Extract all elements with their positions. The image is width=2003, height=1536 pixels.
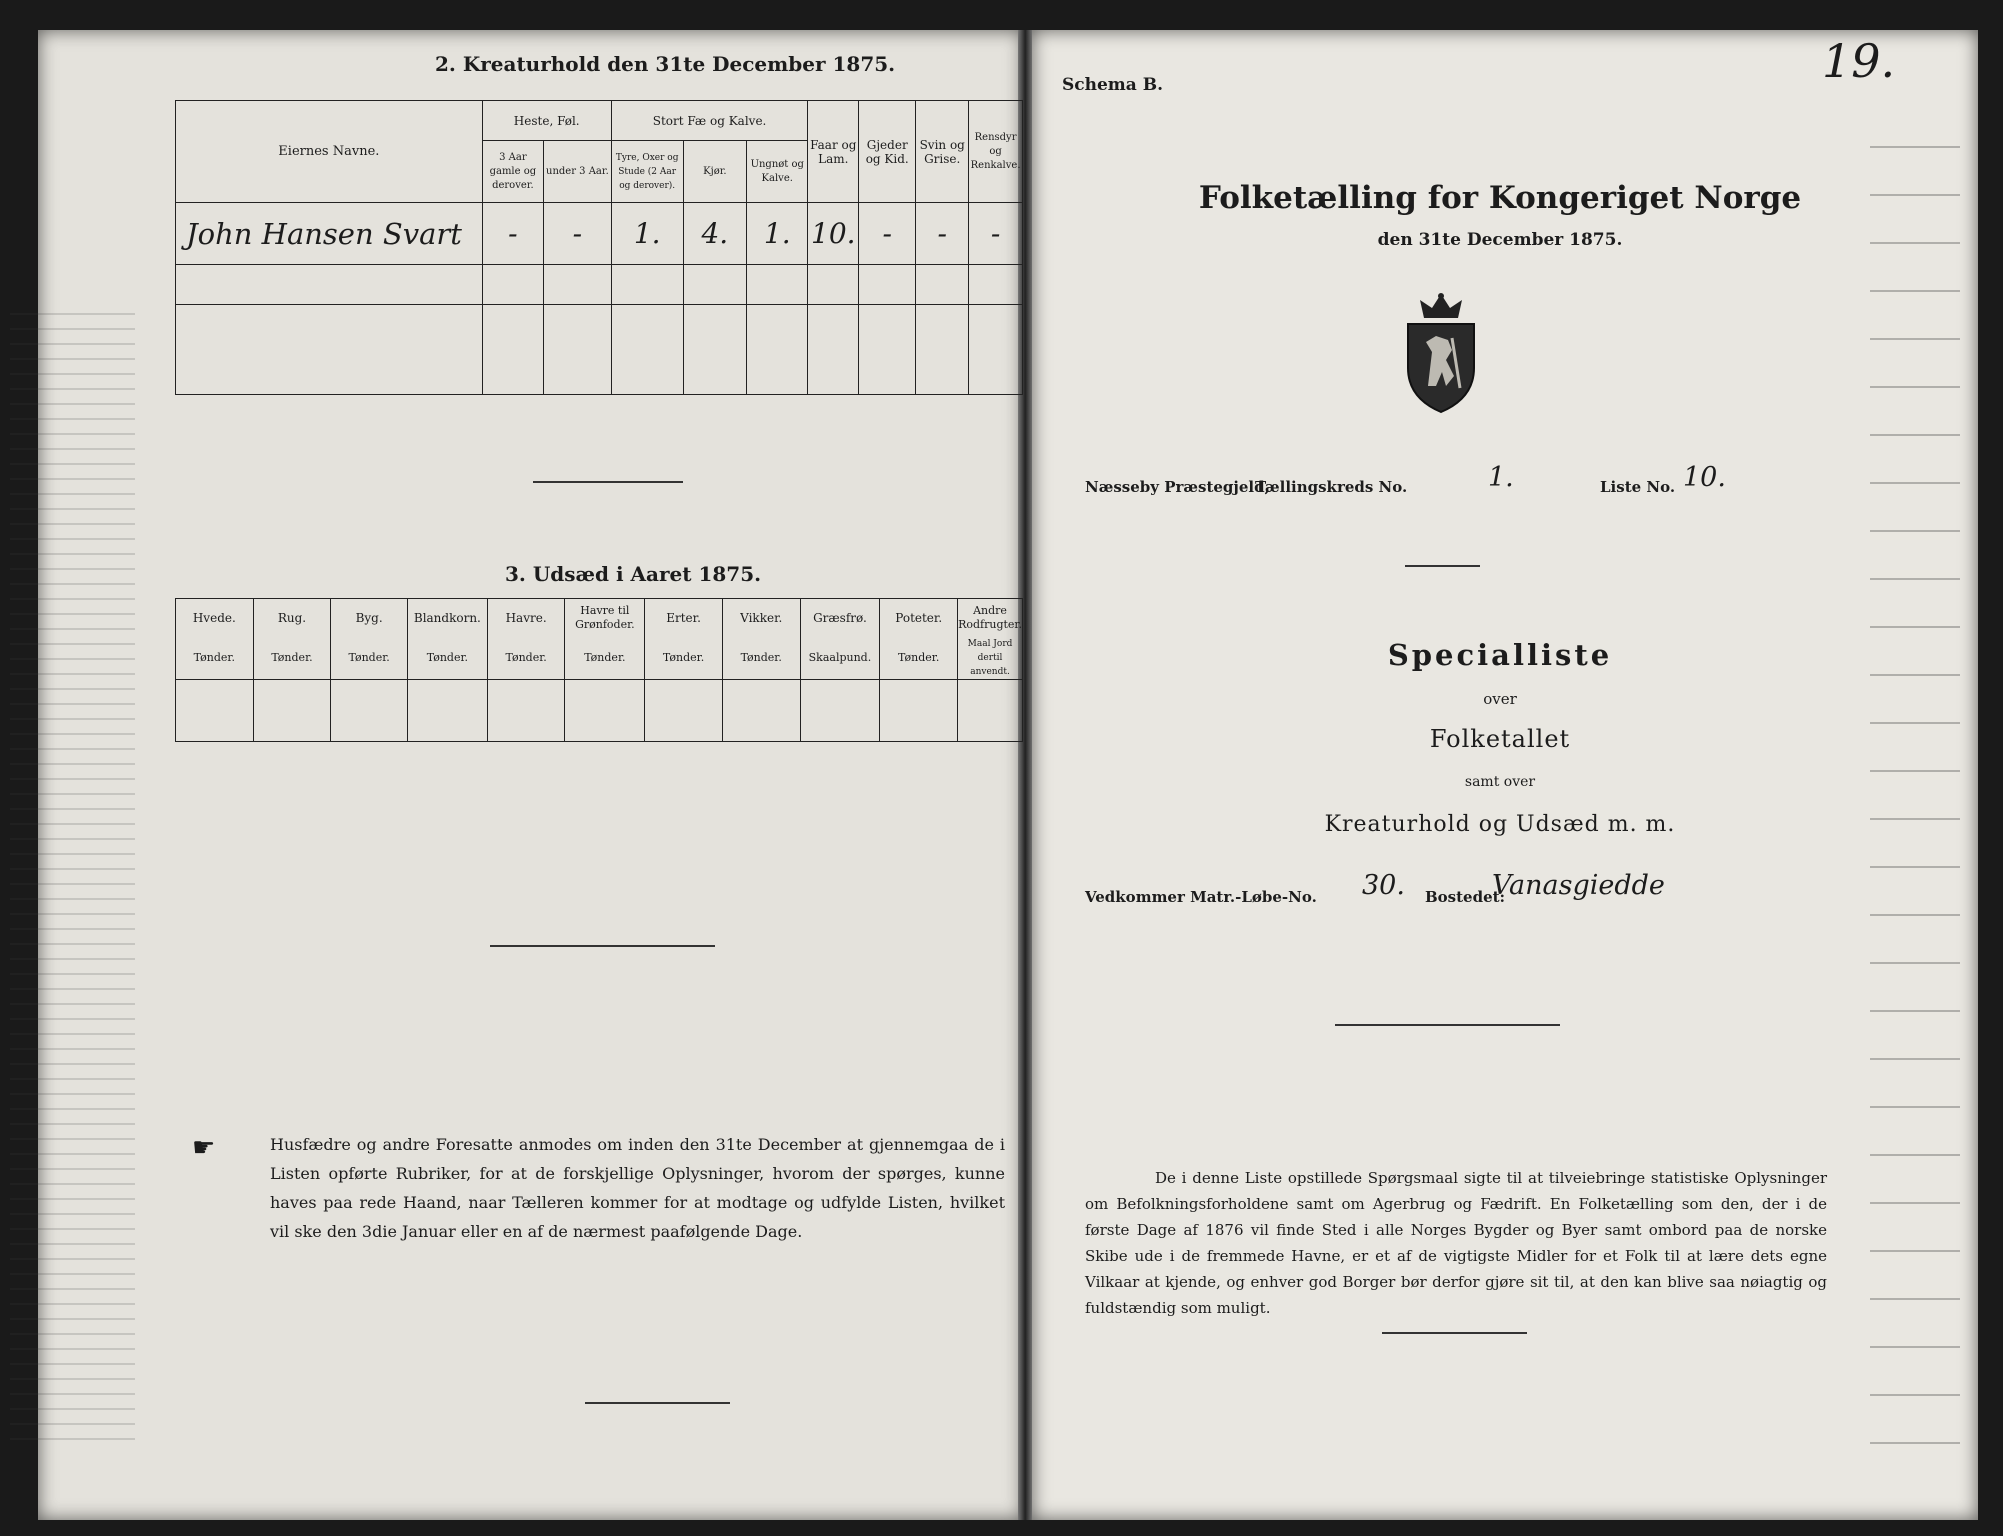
parish-label: Næsseby Præstegjeld, <box>1085 478 1270 496</box>
bulls-cell: 1. <box>611 203 683 265</box>
divider-rule-3 <box>585 1402 730 1404</box>
seed-col-unit-9: Tønder. <box>880 637 958 680</box>
folio-number: 19. <box>1822 34 1896 88</box>
matr-value: 30. <box>1362 870 1405 901</box>
sheep-cell: 10. <box>808 203 859 265</box>
bosted-value: Vanasgiedde <box>1492 870 1665 901</box>
samt-over-text: samt over <box>1464 774 1536 790</box>
reindeer-header: Rensdyr og Renkalve. <box>969 101 1023 203</box>
cows-cell: 4. <box>683 203 746 265</box>
horses-old-cell: - <box>482 203 543 265</box>
matr-label: Vedkommer Matr.-Løbe-No. <box>1085 888 1317 906</box>
pigs-header: Svin og Grise. <box>916 101 969 203</box>
cattle-group-header: Stort Fæ og Kalve. <box>611 101 808 141</box>
calves-header: Ungnøt og Kalve. <box>747 141 808 203</box>
over-text: over <box>1483 690 1517 708</box>
bulls-header: Tyre, Oxer og Stude (2 Aar og derover). <box>611 141 683 203</box>
horses-young-cell: - <box>544 203 612 265</box>
seed-col-unit-5: Tønder. <box>565 637 645 680</box>
left-margin-notes <box>10 300 135 1450</box>
seed-col-name-6: Erter. <box>645 599 723 637</box>
seed-title: 3. Udsæd i Aaret 1875. <box>505 562 762 586</box>
owner-cell: John Hansen Svart <box>176 203 483 265</box>
seed-col-unit-3: Tønder. <box>407 637 487 680</box>
horses-group-header: Heste, Føl. <box>482 101 611 141</box>
heading-specialliste: Specialliste <box>1387 638 1613 672</box>
seed-col-name-5: Havre til Grønfoder. <box>565 599 645 637</box>
schema-label: Schema B. <box>1062 75 1164 95</box>
seed-col-unit-8: Skaalpund. <box>800 637 880 680</box>
seed-col-name-1: Rug. <box>253 599 331 637</box>
cows-header: Kjør. <box>683 141 746 203</box>
seed-col-unit-2: Tønder. <box>331 637 408 680</box>
seed-col-unit-7: Tønder. <box>722 637 800 680</box>
list-value: 10. <box>1683 462 1726 493</box>
seed-col-unit-1: Tønder. <box>253 637 331 680</box>
goats-header: Gjeder og Kid. <box>859 101 916 203</box>
bosted-label: Bostedet: <box>1425 888 1506 906</box>
horses-young-header: under 3 Aar. <box>544 141 612 203</box>
livestock-table <box>175 100 1023 395</box>
goats-cell: - <box>859 203 916 265</box>
right-margin-strip <box>1870 100 1960 1450</box>
livestock-title: 2. Kreaturhold den 31te December 1875. <box>435 52 896 76</box>
intro-paragraph: De i denne Liste opstillede Spørgsmaal sigte til at tilveiebringe statistiske Oplysninger om Befolkningsforholdene samt om Agerbrug og Fædrift. En Folketælling som den, der i de første Dage af 1876 vil finde Sted i alle Norges Bygder og Byer samt ombord paa de norske Skibe ude i de fremmede Havne, er et af de vigtigste Midler for et Folk til at lære dets egne Vilkaar at kjende, og enhver god Borger bør derfor gjøre sit til, at den kan blive saa nøiagtig og fuldstændig som muligt. <box>1085 1169 1827 1317</box>
heading-kreaturhold: Kreaturhold og Udsæd m. m. <box>1324 812 1676 837</box>
list-label: Liste No. <box>1600 478 1676 496</box>
reindeer-cell: - <box>969 203 1023 265</box>
divider-rule-6 <box>1382 1332 1527 1334</box>
divider-rule-2 <box>490 945 715 947</box>
seed-col-name-3: Blandkorn. <box>407 599 487 637</box>
divider-rule <box>533 481 683 483</box>
seed-col-unit-4: Tønder. <box>487 637 565 680</box>
horses-old-header: 3 Aar gamle og derover. <box>482 141 543 203</box>
district-label: Tællingskreds No. <box>1255 478 1408 496</box>
coat-of-arms-icon <box>1402 290 1480 416</box>
seed-col-unit-10: Maal Jord dertil anvendt. <box>958 637 1023 680</box>
pointing-hand-icon: ☛ <box>192 1133 216 1163</box>
notice-text: Husfædre og andre Foresatte anmodes om inden den 31te December at gjennemgaa de i Listen opførte Rubriker, for at de forskjellige Oplysninger, hvorom der spørges, kunne haves paa rede Haand, naar Tælleren kommer for at modtage og udfylde Listen, hvilket vil ske den 3die Januar eller en af de nærmest paafølgende Dage. <box>270 1135 1005 1241</box>
census-title: Folketælling for Kongeriget Norge <box>1198 180 1802 216</box>
pigs-cell: - <box>916 203 969 265</box>
seed-col-unit-0: Tønder. <box>176 637 254 680</box>
district-value: 1. <box>1488 462 1514 493</box>
seed-col-name-7: Vikker. <box>722 599 800 637</box>
seed-col-name-4: Havre. <box>487 599 565 637</box>
seed-col-name-2: Byg. <box>331 599 408 637</box>
divider-rule-5 <box>1335 1024 1560 1026</box>
census-date: den 31te December 1875. <box>1377 230 1623 250</box>
owner-header: Eiernes Navne. <box>176 101 483 203</box>
calves-cell: 1. <box>747 203 808 265</box>
heading-folketallet: Folketallet <box>1429 725 1571 753</box>
seed-table <box>175 598 1023 742</box>
seed-col-name-10: Andre Rodfrugter. <box>958 599 1023 637</box>
divider-rule-4 <box>1405 565 1480 567</box>
seed-col-name-9: Poteter. <box>880 599 958 637</box>
seed-col-unit-6: Tønder. <box>645 637 723 680</box>
seed-col-name-8: Græsfrø. <box>800 599 880 637</box>
sheep-header: Faar og Lam. <box>808 101 859 203</box>
seed-col-name-0: Hvede. <box>176 599 254 637</box>
